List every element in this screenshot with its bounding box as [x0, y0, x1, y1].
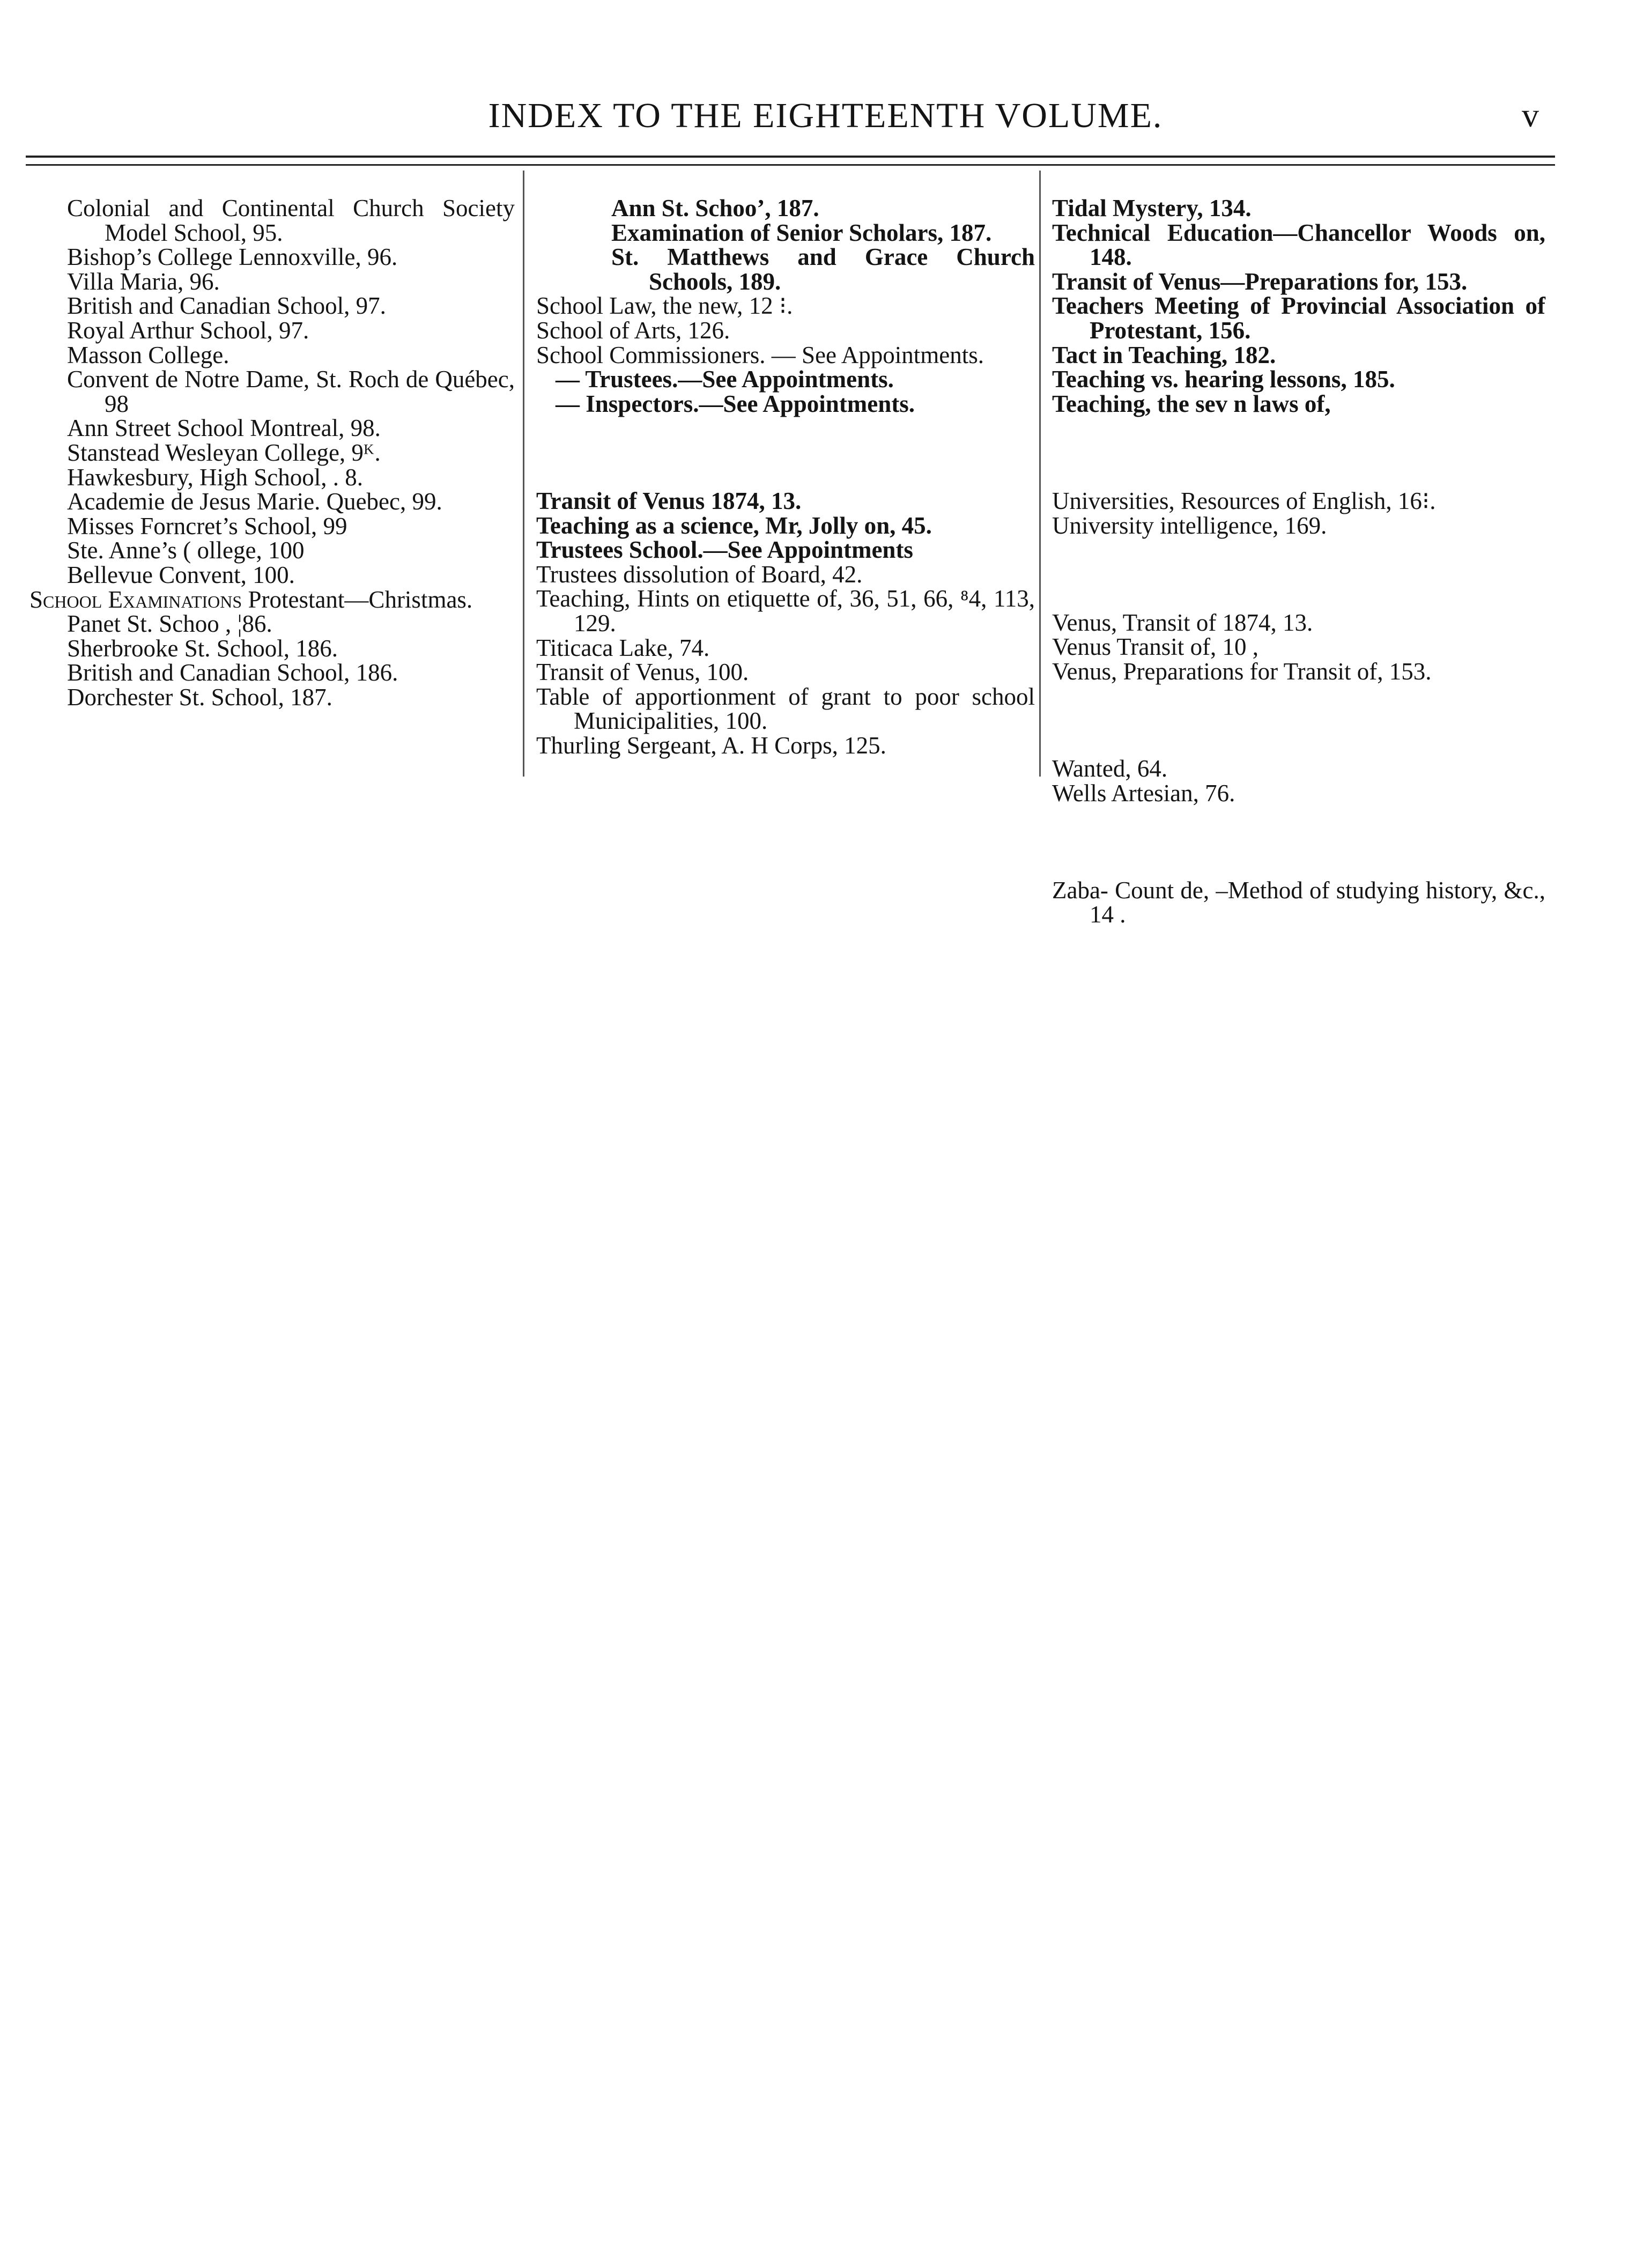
index-entry-text: Protestant—Christmas. [242, 586, 473, 613]
index-entry: Table of apportionment of grant to poor school Municipalities, 100. [536, 683, 1035, 735]
index-entry: Hawkesbury, High School, . 8. [67, 463, 364, 491]
index-entry: Teaching as a science, Mr, Jolly on, 45. [536, 512, 932, 539]
column-divider-1 [523, 171, 524, 777]
index-entry: British and Canadian School, 186. [67, 659, 398, 686]
index-entry: Teaching, the sev n laws of, [1052, 390, 1331, 417]
entry-spacer [1052, 830, 1545, 854]
index-column-2 [536, 196, 1035, 758]
index-entry: Royal Arthur School, 97. [67, 316, 309, 344]
index-entry: Teaching vs. hearing lessons, 185. [1052, 366, 1395, 393]
index-entry: Venus Transit of, 10 , [1052, 633, 1259, 661]
index-entry: Ann Street School Montreal, 98. [67, 415, 381, 442]
index-entry: Dorchester St. School, 187. [67, 683, 332, 711]
index-entry: School Commissioners. — See Appointments. [536, 341, 984, 368]
index-entry: Technical Education—Chancellor Woods on, 148. [1052, 219, 1545, 271]
index-entry: Bishop’s College Lennoxville, 96. [67, 243, 398, 271]
entry-spacer [1052, 440, 1545, 465]
index-entry: Transit of Venus—Preparations for, 153. [1052, 268, 1468, 295]
index-entry: University intelligence, 169. [1052, 512, 1327, 539]
index-entry: Bellevue Convent, 100. [67, 561, 295, 588]
index-entry: Ann St. Schoo’, 187. [611, 195, 819, 221]
index-entry: Stanstead Wesleyan College, 9ᴷ. [67, 439, 381, 466]
index-entry: Wells Artesian, 76. [1052, 779, 1235, 807]
index-entry: Titicaca Lake, 74. [536, 634, 710, 661]
index-entry: Trustees School.—See Appointments [536, 536, 913, 564]
index-entry: Panet St. Schoo , ¦86. [67, 610, 272, 638]
index-entry: Examination of Senior Scholars, 187. [611, 219, 992, 246]
index-entry: Transit of Venus, 100. [536, 659, 749, 686]
index-entry: Zaba- Count de, –Method of studying history, &c., 14 . [1052, 876, 1545, 928]
index-entry: Villa Maria, 96. [67, 268, 220, 295]
index-entry: Colonial and Continental Church Society Model School, 95. [67, 195, 515, 246]
index-entry: Masson College. [67, 341, 229, 368]
index-entry: Teaching, Hints on etiquette of, 36, 51, 66, ⁸4, 113, 129. [536, 585, 1035, 637]
page-title: INDEX TO THE EIGHTEENTH VOLUME. [488, 96, 1163, 135]
index-entry: — Trustees.—See Appointments. [556, 366, 894, 393]
index-entry: Ste. Anne’s ( ollege, 100 [67, 537, 305, 564]
index-entry: Transit of Venus 1874, 13. [536, 487, 802, 514]
index-entry: Teachers Meeting of Provincial Association of Protestant, 156. [1052, 292, 1545, 344]
entry-spacer [536, 440, 1035, 465]
index-entry: School Law, the new, 12 ⁝. [536, 292, 793, 320]
index-entry: Tidal Mystery, 134. [1052, 195, 1252, 221]
section-heading: School Examinations [29, 586, 242, 613]
index-entry: Venus, Preparations for Transit of, 153. [1052, 658, 1432, 685]
index-entry: Academie de Jesus Marie. Quebec, 99. [67, 488, 442, 515]
column-divider-2 [1039, 171, 1041, 777]
index-entry: Sherbrooke St. School, 186. [67, 634, 338, 662]
index-entry: Trustees dissolution of Board, 42. [536, 560, 863, 588]
index-column-1 [29, 196, 515, 710]
index-entry: Universities, Resources of English, 16⁝. [1052, 487, 1436, 514]
index-entry: Tact in Teaching, 182. [1052, 341, 1276, 368]
page-header [0, 90, 1651, 138]
index-entry: Wanted, 64. [1052, 755, 1168, 782]
page-number: v [1522, 96, 1539, 134]
index-entry [29, 588, 515, 612]
entry-spacer [1052, 562, 1545, 587]
header-rule-bottom [26, 164, 1555, 166]
index-entry: Venus, Transit of 1874, 13. [1052, 609, 1313, 636]
index-entry: St. Matthews and Grace Church Schools, 189. [611, 243, 1035, 295]
index-entry: British and Canadian School, 97. [67, 292, 386, 320]
index-column-3 [1052, 196, 1545, 927]
index-entry: Convent de Notre Dame, St. Roch de Québec, 98 [67, 366, 515, 417]
index-entry: — Inspectors.—See Appointments. [556, 390, 915, 417]
index-entry: School of Arts, 126. [536, 316, 730, 344]
header-rule-top [26, 156, 1555, 158]
entry-spacer [1052, 708, 1545, 733]
index-entry: Thurling Sergeant, A. H Corps, 125. [536, 732, 886, 759]
index-entry: Misses Forncret’s School, 99 [67, 512, 347, 540]
